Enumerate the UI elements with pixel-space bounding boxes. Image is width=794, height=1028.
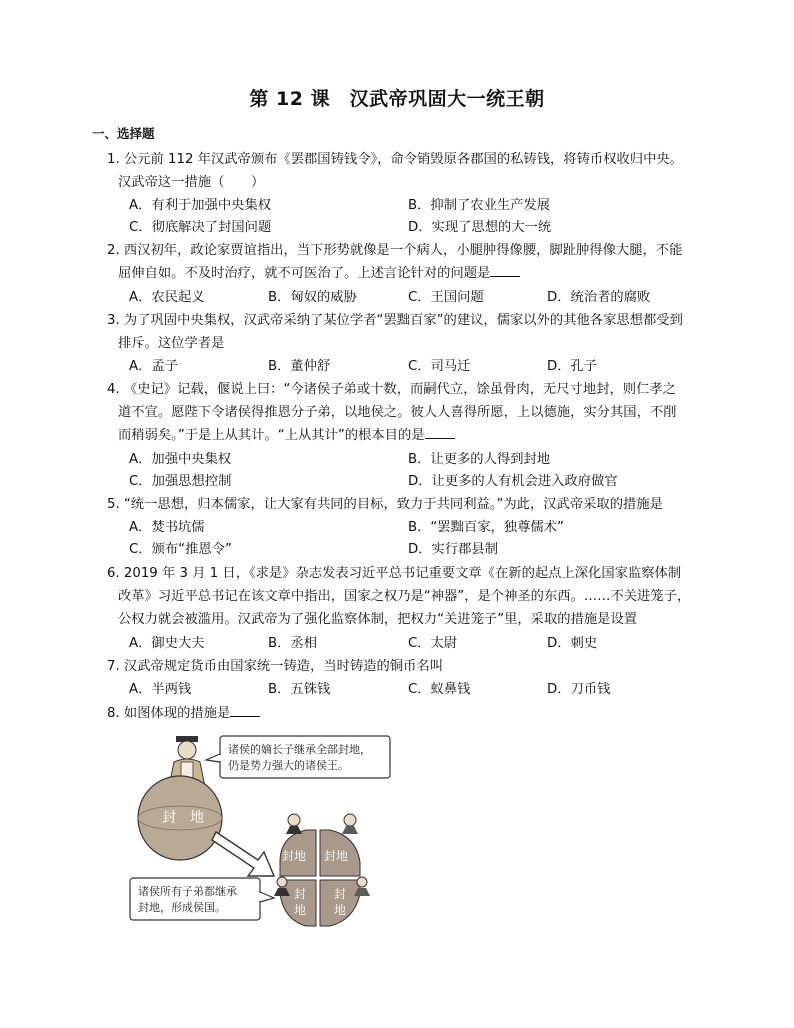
fief-piece-label: 封 (294, 887, 307, 901)
question-2-option-d[interactable]: D．统治者的腐败 (547, 290, 651, 305)
question-7-line-1: 7. 汉武帝规定货币由国家统一铸造，当时铸造的铜币名叫 (107, 659, 444, 674)
fief-piece-label: 封 (334, 887, 347, 901)
question-1-line-2: 汉武帝这一措施（ ） (118, 175, 265, 190)
question-3-option-b[interactable]: B．董仲舒 (268, 359, 331, 374)
question-4-line-2: 道不宣。愿陛下令诸侯得推恩分子弟，以地侯之。彼人人喜得所愿，上以德施，实分其国，不削 (118, 405, 677, 420)
fief-piece-label: 封地 (282, 849, 307, 863)
bubble-bottom-line-2: 封地，形成侯国。 (138, 901, 226, 914)
question-1-option-d[interactable]: D．实现了思想的大一统 (408, 220, 552, 235)
enfeoffment-illustration (128, 730, 398, 930)
question-1-option-a[interactable]: A．有利于加强中央集权 (129, 198, 272, 213)
question-8-line-1: 8. 如图体现的措施是 (107, 704, 260, 724)
question-4-option-d[interactable]: D．让更多的人有机会进入政府做官 (408, 474, 618, 489)
question-3-option-a[interactable]: A．孟子 (129, 359, 178, 374)
question-4-option-a[interactable]: A．加强中央集权 (129, 452, 232, 467)
question-5-line-1: 5. “统一思想，归本儒家，让大家有共同的目标，致力于共同利益。”为此，汉武帝采取的措施是 (107, 497, 663, 512)
answer-blank[interactable] (230, 704, 260, 717)
question-4-line-1: 4. 《史记》记载，偃说上曰：“今诸侯子弟或十数，而嗣代立，馀虽骨肉，无尺寸地封，则仁孝之 (107, 382, 676, 397)
speech-bubble-top (206, 736, 390, 778)
question-5-option-a[interactable]: A．焚书坑儒 (129, 520, 205, 535)
question-2-option-a[interactable]: A．农民起义 (129, 290, 205, 305)
question-1-option-c[interactable]: C．彻底解决了封国问题 (129, 220, 272, 235)
question-3-option-c[interactable]: C．司马迁 (408, 359, 471, 374)
bubble-top-line-2: 仍是势力强大的诸侯王。 (228, 759, 349, 772)
question-5-option-d[interactable]: D．实行郡县制 (408, 542, 499, 557)
question-6-line-2: 改革》习近平总书记在该文章中指出，国家之权乃是“神器”，是个神圣的东西。……不关进笼子， (118, 589, 691, 604)
question-4-line-3: 而稍弱矣。”于是上从其计。“上从其计”的根本目的是 (118, 426, 455, 446)
fief-piece-label: 封地 (324, 849, 349, 863)
question-3-line-2: 排斥。这位学者是 (118, 336, 225, 351)
question-6-option-c[interactable]: C．太尉 (408, 636, 458, 651)
question-6-line-1: 6. 2019 年 3 月 1 日，《求是》杂志发表习近平总书记重要文章《在新的起点上深化国家监察体制 (107, 566, 682, 581)
question-3-line-1: 3. 为了巩固中央集权，汉武帝采纳了某位学者“罢黜百家”的建议，儒家以外的其他各家思想都受到 (107, 313, 683, 328)
question-5-option-b[interactable]: B．“罢黜百家，独尊儒术” (408, 520, 564, 535)
question-3-option-d[interactable]: D．孔子 (547, 359, 598, 374)
fief-piece-label: 地 (294, 903, 307, 917)
question-7-option-c[interactable]: C．蚁鼻钱 (408, 682, 471, 697)
question-1-line-1: 1. 公元前 112 年汉武帝颁布《罢郡国铸钱令》，命令销毁原各郡国的私铸钱，将铸币权收归中央。 (107, 152, 683, 167)
question-6-option-a[interactable]: A．御史大夫 (129, 636, 205, 651)
question-5-option-c[interactable]: C．颁布“推恩令” (129, 542, 232, 557)
question-2-option-b[interactable]: B．匈奴的威胁 (268, 290, 357, 305)
bubble-bottom-line-1: 诸侯所有子弟都继承 (138, 885, 237, 898)
question-4-option-b[interactable]: B．让更多的人得到封地 (408, 452, 551, 467)
speech-bubble-bottom (130, 878, 274, 920)
split-arrow-icon (212, 832, 274, 876)
lesson-title: 第 12 课 汉武帝巩固大一统王朝 (249, 88, 545, 110)
question-6-line-3: 公权力就会被滥用。汉武帝为了强化监察体制，把权力“关进笼子”里，采取的措施是设置 (118, 612, 638, 627)
divided-fiefs (280, 830, 360, 926)
fief-globe (138, 776, 222, 860)
question-2-option-c[interactable]: C．王国问题 (408, 290, 484, 305)
globe-label: 封 地 (162, 810, 204, 826)
question-6-option-b[interactable]: B．丞相 (268, 636, 318, 651)
question-7-option-b[interactable]: B．五铢钱 (268, 682, 331, 697)
answer-blank[interactable] (425, 426, 455, 439)
question-2-line-2: 屈伸自如。不及时治疗，就不可医治了。上述言论针对的问题是 (118, 264, 520, 284)
answer-blank[interactable] (490, 264, 520, 277)
question-6-option-d[interactable]: D．刺史 (547, 636, 598, 651)
question-7-option-d[interactable]: D．刀币钱 (547, 682, 611, 697)
section-heading: 一、选择题 (92, 126, 155, 141)
question-1-option-b[interactable]: B．抑制了农业生产发展 (408, 198, 551, 213)
question-2-line-1: 2. 西汉初年，政论家贾谊指出，当下形势就像是一个病人，小腿肿得像腰，脚趾肿得像大腿，不能 (107, 243, 683, 258)
question-4-option-c[interactable]: C．加强思想控制 (129, 474, 232, 489)
question-7-option-a[interactable]: A．半两钱 (129, 682, 192, 697)
bubble-top-line-1: 诸侯的嫡长子继承全部封地， (228, 743, 371, 756)
fief-piece-label: 地 (334, 903, 347, 917)
